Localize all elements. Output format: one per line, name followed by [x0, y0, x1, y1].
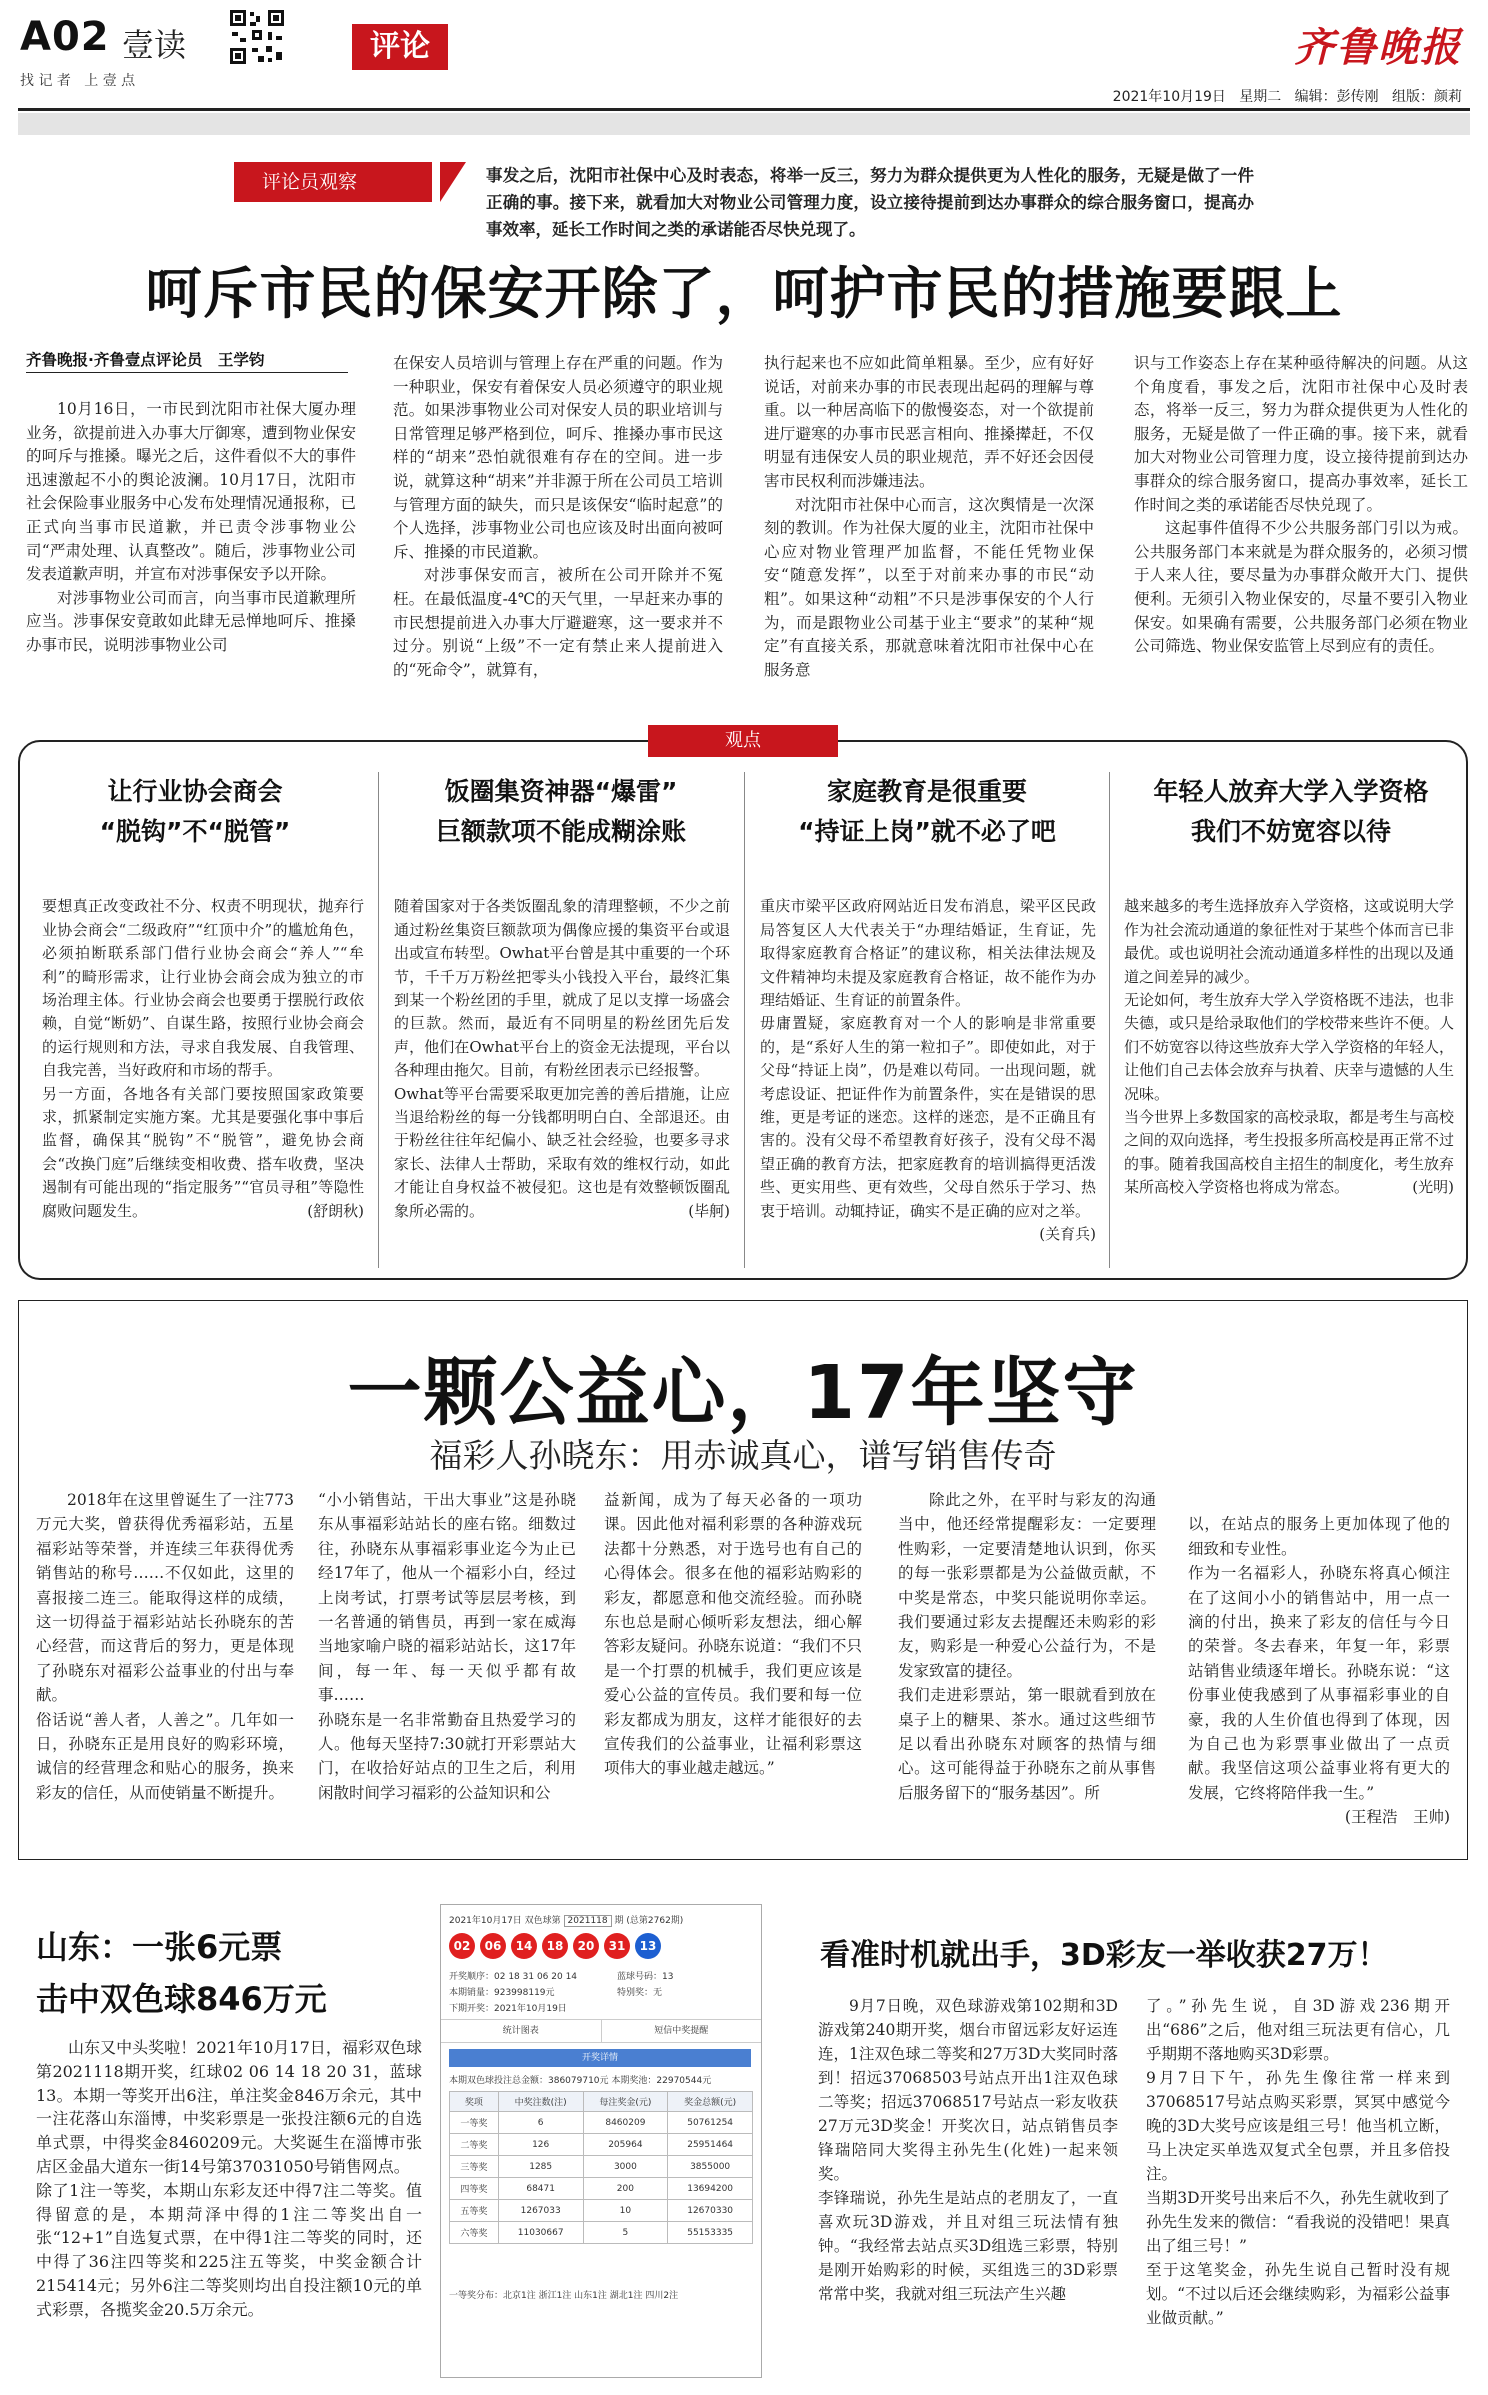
draw-next: 下期开奖：2021年10月19日 [449, 2004, 567, 2014]
draw-date-label: 2021年10月17日 双色球第 [449, 1916, 561, 1926]
prize-table-cell: 55153335 [668, 2222, 753, 2244]
prize-table-cell: 68471 [498, 2178, 583, 2200]
prize-table-row [450, 2200, 753, 2222]
prize-table-cell: 11030667 [498, 2222, 583, 2244]
prize-table-header: 奖项 [450, 2092, 499, 2112]
viewpoint-text: 要想真正改变政社不分、权责不明现状，抛弃行业协会商会“二级政府”“红顶中介”的尴尬角色，必须拍断联系部门借行业协会商会“养人”“牟利”的畸形需求，让行业协会商会成为独立的市场治理主体。行业协会商会也要勇于摆脱行政依赖，自觉“断奶”、自谋生路，按照行业协会商会的运行规则和方法，寻求自我发展、自我管理、自我完善，当好政府和市场的帮手。 另一方面，各地各有关部门要按照国家政策要求，抓紧制定实施方案。尤其是要强化事中事后监督，确保其“脱钩”不“脱管”，避免协会商会“改换门庭”后继续变相收费、搭车收费，坚决遏制有可能出现的“指定服务”“官员寻租”等隐性腐败问题发生。 [42, 897, 364, 1220]
draw-result-card [440, 1904, 762, 2378]
prize-table-cell: 二等奖 [450, 2134, 499, 2156]
viewpoint-author: (舒朗秋) [307, 1201, 364, 1220]
column-tag: 评论 [370, 29, 430, 64]
commentary-column-2 [393, 352, 723, 708]
viewpoint-title-line: 巨额款项不能成糊涂账 [435, 817, 686, 846]
viewpoint-author: (关育兵) [1039, 1225, 1096, 1244]
viewpoint-separator [378, 772, 379, 1268]
viewpoint-author: (光明) [1412, 1178, 1454, 1197]
prize-table-cell: 50761254 [668, 2112, 753, 2134]
draw-blue-label: 蓝球号码：13 [617, 1972, 674, 1982]
red-ball: 31 [604, 1933, 630, 1959]
viewpoint-title-line: 我们不妨宽容以待 [1190, 817, 1391, 846]
draw-balls-row [449, 1933, 661, 1959]
commentary-byline: 齐鲁晚报·齐鲁壹点评论员 王学钧 [26, 351, 265, 369]
draw-issue-line [449, 1913, 683, 1926]
prize-table-cell: 205964 [583, 2134, 668, 2156]
commentary-paragraph: 这起事件值得不少公共服务部门引以为戒。公共服务部门本来就是为群众服务的，必须习惯于人来人往，要尽量为办事群众敞开大门、提供便利。无须引入物业保安的，尽量不要引入物业保安。如果确有需要，公共服务部门必须在物业公司筛选、物业保安监管上尽到应有的责任。 [1134, 519, 1468, 656]
prize-table-cell: 8460209 [583, 2112, 668, 2134]
viewpoint-title-line: 让行业协会商会 [107, 777, 283, 806]
feature-column-5 [1188, 1488, 1450, 1848]
section-name: 壹读 [122, 26, 187, 64]
viewpoint-text: 越来越多的考生选择放弃入学资格，这或说明大学作为社会流动通道的象征性对于某些个体而言已非最优。或也说明社会流动通道多样性的出现以及通道之间差异的减少。 无论如何，考生放弃大学入学资格既不违法，也非失德，或只是给录取他们的学校带来些许不便。人们不妨宽容以待这些放弃大学入学资格的年轻人，让他们自己去体会放弃与执着、庆幸与遗憾的人生况味。 当今世界上多数国家的高校录取，都是考生与高校之间的双向选择，考生投报多所高校是再正常不过的事。随着我国高校自主招生的制度化，考生放弃某所高校入学资格也将成为常态。 [1124, 897, 1454, 1197]
prize-table-cell: 1285 [498, 2156, 583, 2178]
paper-logo: 齐鲁晚报 [1294, 24, 1462, 71]
prize-table-cell: 一等奖 [450, 2112, 499, 2134]
lottery-feature-headline: 一颗公益心，17年坚守 [347, 1350, 1139, 1436]
prize-table-cell: 12670330 [668, 2200, 753, 2222]
commentary-paragraph: 对涉事保安而言，被所在公司开除并不冤枉。在最低温度-4℃的天气里，一早赶来办事的市民想提前进入办事大厅避避寒，这一要求并不过分。别说“上级”不一定有禁止来人提前进入的“死命令”，就算有， [393, 566, 723, 679]
commentary-column-4 [1134, 352, 1468, 708]
open-details-button[interactable]: 开奖详情 [449, 2049, 751, 2067]
draw-order: 开奖顺序：02 18 31 06 20 14 [449, 1972, 578, 1982]
draw-pool: 本期双色球投注总金额：386079710元 本期奖池：22970544元 [449, 2076, 712, 2086]
red-ball: 06 [480, 1933, 506, 1959]
red-ball: 18 [542, 1933, 568, 1959]
issue-date: 2021年10月19日 [1112, 89, 1226, 105]
issue-weekday: 星期二 [1239, 89, 1282, 105]
prize-table [449, 2091, 753, 2244]
commentary-headline: 呵斥市民的保安开除了，呵护市民的措施要跟上 [145, 262, 1343, 327]
commentary-paragraph: 在保安人员培训与管理上存在严重的问题。作为一种职业，保安有着保安人员必须遵守的职业规范。如果涉事物业公司对保安人员的职业培训与日常管理足够严格到位，呵斥、推搡办事市民这样的“胡来”恐怕就很难有存在的空间。进一步说，就算这种“胡来”并非源于所在公司员工培训与管理方面的缺失，而只是该保安“临时起意”的个人选择，涉事物业公司也应该及时出面向被呵斥、推搡的市民道歉。 [393, 354, 723, 561]
page-number: A02 [20, 14, 110, 60]
fucai3d-headline: 看准时机就出手，3D彩友一举收获27万！ [820, 1938, 1388, 1973]
prize-table-row [450, 2134, 753, 2156]
prize-table-cell: 1267033 [498, 2200, 583, 2222]
viewpoint-separator [1109, 772, 1110, 1268]
prize-table-cell: 10 [583, 2200, 668, 2222]
prize-table-cell: 四等奖 [450, 2178, 499, 2200]
shandong-body: 山东又中头奖啦！2021年10月17日，福彩双色球第2021118期开奖，红球02 06 14 18 20 31，蓝球13。本期一等奖开出6注，单注奖金846万余元，其中一注花落山东淄博，中奖彩票是一张投注额6元的自选单式票，中得奖金8460209元。大奖诞生在淄博市张店区金晶大道东一街14号第37031050号销售网点。 除了1注一等奖，本期山东彩友还中得7注二等奖。值得留意的是，本期菏泽中得的1注二等奖出自一张“12+1”自选复式票，在中得1注二等奖的同时，还中得了36注四等奖和225注五等奖，中奖金额合计215414元；另外6注二等奖则均出自投注额10元的单式彩票，各揽奖金20.5万余元。 [36, 2038, 422, 2319]
viewpoint-title [1126, 772, 1456, 852]
prize-table-cell: 五等奖 [450, 2200, 499, 2222]
draw-sales: 本期销量：923998119元 [449, 1988, 555, 1998]
prize-table-cell: 126 [498, 2134, 583, 2156]
tab-stats[interactable]: 统计图表 [441, 2020, 602, 2042]
viewpoint-title [396, 772, 726, 852]
draw-issue-select[interactable]: 2021118 [564, 1915, 612, 1927]
viewpoint-text: 重庆市梁平区政府网站近日发布消息，梁平区民政局答复区人大代表关于“办理结婚证，生育证，先取得家庭教育合格证”的建议称，相关法律法规及文件精神均未提及家庭教育合格证，故不能作为办理结婚证、生育证的前置条件。 毋庸置疑，家庭教育对一个人的影响是非常重要的，是“系好人生的第一粒扣子”。即使如此，对于父母“持证上岗”，仍是难以苟同。一出现问题，就考虑设证、把证件作为前置条件，实在是错误的思维，更是考证的迷恋。这样的迷恋，是不正确且有害的。没有父母不希望教育好孩子，没有父母不渴望正确的教育方法，把家庭教育的培训搞得更活泼些、更实用些、更有效些，父母自然乐于学习、热衷于培训。动辄持证，确实不是正确的应对之举。 [760, 897, 1096, 1220]
feature-column-2: “小小销售站，干出大事业”这是孙晓东从事福彩站站长的座右铭。细数过往，孙晓东从事福彩事业迄今为止已经17年了，他从一个福彩小白，经过上岗考试，打票考试等层层考核，到一名普通的销售员，再到一家在威海当地家喻户晓的福彩站站长，这17年间，每一年、每一天似乎都有故事…… 孙晓东是一名非常勤奋且热爱学习的人。他每天坚持7:30就打开彩票站大门，在收拾好站点的卫生之后，利用闲散时间学习福彩的公益知识和公 [318, 1491, 576, 1802]
viewpoint-title [30, 772, 360, 852]
viewpoint-body [1124, 872, 1454, 1264]
prize-table-cell: 6 [498, 2112, 583, 2134]
shandong-headline-1: 山东：一张6元票 [36, 1928, 283, 1966]
red-ball: 02 [449, 1933, 475, 1959]
prize-table-row [450, 2178, 753, 2200]
prize-table-cell: 3000 [583, 2156, 668, 2178]
draw-tabs [441, 2019, 761, 2043]
viewpoint-title-line: “脱钩”不“脱管” [99, 817, 291, 846]
viewpoints-tag: 观点 [725, 730, 761, 751]
prize-table-cell: 5 [583, 2222, 668, 2244]
qr-code-icon [228, 8, 286, 66]
viewpoint-title [762, 772, 1092, 852]
feature-author: (王程浩 王帅) [1344, 1808, 1450, 1827]
blue-ball: 13 [635, 1933, 661, 1959]
draw-special: 特别奖：无 [617, 1988, 663, 1998]
commentary-paragraph: 对涉事物业公司而言，向当事市民道歉理所应当。涉事保安竟敢如此肆无忌惮地呵斥、推搡办事市民，说明涉事物业公司 [26, 588, 356, 654]
lottery-feature-subhead: 福彩人孙晓东：用赤诚真心，谱写销售传奇 [429, 1436, 1057, 1475]
feature-column-1: 2018年在这里曾诞生了一注773万元大奖，曾获得优秀福彩站，五星福彩站等荣誉，并连续三年获得优秀销售站的称号……不仅如此，这里的喜报接二连三。能取得这样的成绩，这一切得益于福彩站站长孙晓东的苦心经营，而这背后的努力，更是体现了孙晓东对福彩公益事业的付出与奉献。 俗话说“善人者，人善之”。几年如一日，孙晓东正是用良好的购彩环境，诚信的经营理念和贴心的服务，换来彩友的信任，从而使销量不断提升。 [36, 1491, 294, 1802]
prize-table-row [450, 2112, 753, 2134]
shandong-headline-2: 击中双色球846万元 [36, 1980, 327, 2018]
issue-info [1113, 86, 1462, 106]
commentary-paragraph: 执行起来也不应如此简单粗暴。至少，应有好好说话，对前来办事的市民表现出起码的理解与尊重。以一种居高临下的傲慢姿态，对一个欲提前进厅避寒的办事市民恶言相向、推搡撵赶，不仅明显有违保安人员的职业规范，弄不好还会因侵害市民权利而涉嫌违法。 [764, 354, 1094, 490]
commentary-column-3 [764, 352, 1094, 708]
masthead-shade-band [18, 113, 1470, 135]
feature-column-4: 除此之外，在平时与彩友的沟通当中，他还经常提醒彩友：一定要理性购彩，一定要清楚地认识到，你买的每一张彩票都是为公益做贡献，不中奖是常态，中奖只能说明你幸运。我们要通过彩友去提醒还未购彩的彩友，购彩是一种爱心公益行为，不是发家致富的捷径。 我们走进彩票站，第一眼就看到放在桌子上的糖果、茶水。通过这些细节足以看出孙晓东对顾客的热情与细心。这可能得益于孙晓东之前从事售后服务留下的“服务基因”。所 [898, 1491, 1156, 1802]
feature-text: 以，在站点的服务上更加体现了他的细致和专业性。 作为一名福彩人，孙晓东将真心倾注在了这间小小的销售站中，用一点一滴的付出，换来了彩友的信任与今日的荣誉。冬去春来，年复一年，彩票站销售业绩逐年增长。孙晓东说：“这份事业使我感到了从事福彩事业的自豪，我的人生价值也得到了体现，因为自己也为彩票事业做出了一点贡献。我坚信这项公益事业将有更大的发展，它终将陪伴我一生。” [1188, 1515, 1450, 1802]
commentary-paragraph: 10月16日，一市民到沈阳市社保大厦办理业务，欲提前进入办事大厅御寒，遭到物业保安的呵斥与推搡。曝光之后，这件看似不大的事件迅速激起不小的舆论波澜。10月17日，沈阳市社会保险事业服务中心发布处理情况通报称，已正式向当事市民道歉，并已责令涉事物业公司“严肃处理、认真整改”。随后，涉事物业公司发表道歉声明，并宣布对涉事保安予以开除。 [26, 400, 356, 584]
viewpoint-author: (毕舸) [688, 1201, 730, 1220]
masthead-slogan: 找 记 者 上 壹 点 [20, 73, 136, 89]
byline-underline [26, 372, 348, 373]
commentary-tag-tail [440, 162, 466, 202]
prize-table-header: 奖金总额(元) [668, 2092, 753, 2112]
fucai3d-column-1: 9月7日晚，双色球游戏第102期和3D游戏第240期开奖，烟台市留远彩友好运连连，1注双色球二等奖和27万3D大奖同时落到！招远37068503号站点开出1注双色球二等奖；招远37068517号站点一彩友收获27万元3D奖金！开奖次日，站点销售员李锋瑞陪同大奖得主孙先生(化姓)一起来领奖。 李锋瑞说，孙先生是站点的老朋友了，一直喜欢玩3D游戏，并且对组三玩法情有独钟。“我经常去站点买3D组选三彩票，特别是刚开始购彩的时候，买组选三的3D彩票常常中奖，我就对组三玩法产生兴趣 [818, 1997, 1118, 2303]
masthead-divider [18, 108, 1470, 111]
prize-table-row [450, 2222, 753, 2244]
prize-table-header: 每注奖金(元) [583, 2092, 668, 2112]
red-ball: 14 [511, 1933, 537, 1959]
issue-designer: 组版：颜莉 [1392, 89, 1462, 105]
commentary-column-1 [26, 398, 356, 708]
viewpoint-separator [744, 772, 745, 1268]
prize-table-cell: 3855000 [668, 2156, 753, 2178]
commentary-paragraph: 对沈阳市社保中心而言，这次舆情是一次深刻的教训。作为社保大厦的业主，沈阳市社保中心应对物业管理严加监督，不能任凭物业保安“随意发挥”，以至于对前来办事的市民“动粗”。如果这种“动粗”不只是涉事保安的个人行为，而是跟物业公司基于业主“要求”的某种“规定”有直接关系，那就意味着沈阳市社保中心在服务意 [764, 495, 1094, 679]
viewpoint-title-line: “持证上岗”就不必了吧 [798, 817, 1056, 846]
draw-footnote: 一等奖分布：北京1注 浙江1注 山东1注 湖北1注 四川2注 [449, 2291, 679, 2301]
prize-table-cell: 25951464 [668, 2134, 753, 2156]
prize-table-cell: 三等奖 [450, 2156, 499, 2178]
feature-column-3: 益新闻，成为了每天必备的一项功课。因此他对福利彩票的各种游戏玩法都十分熟悉，对于选号也有自己的心得体会。很多在他的福彩站购彩的彩友，都愿意和他交流经验。而孙晓东也总是耐心倾听彩友想法，细心解答彩友疑问。孙晓东说道：“我们不只是一个打票的机械手，我们更应该是爱心公益的宣传员。我们要和每一位彩友都成为朋友，这样才能很好的去宣传我们的公益事业，让福利彩票这项伟大的事业越走越远。” [604, 1491, 862, 1778]
fucai3d-column-2: 了。”孙先生说，自3D游戏236期开出“686”之后，他对组三玩法更有信心，几乎期期不落地购买3D彩票。 9月7日下午，孙先生像往常一样来到37068517号站点购买彩票，冥冥中感觉今晚的3D大奖号应该是组三号！他当机立断，马上决定买单选双复式全包票，并且多倍投注。 当期3D开奖号出来后不久，孙先生就收到了孙先生发来的微信：“看我说的没错吧！果真出了组三号！” 至于这笔奖金，孙先生说自己暂时没有规划。“不过以后还会继续购彩，为福彩公益事业做贡献。” [1146, 1997, 1450, 2327]
tab-notify[interactable]: 短信中奖提醒 [654, 2026, 709, 2036]
prize-table-row [450, 2156, 753, 2178]
prize-table-header: 中奖注数(注) [498, 2092, 583, 2112]
viewpoint-title-line: 年轻人放弃大学入学资格 [1153, 777, 1429, 806]
viewpoint-body [394, 872, 730, 1264]
viewpoint-body [42, 872, 364, 1264]
viewpoint-title-line: 饭圈集资神器“爆雷” [444, 777, 678, 806]
prize-table-cell: 13694200 [668, 2178, 753, 2200]
draw-issue-suffix: 期 (总第2762期) [614, 1916, 684, 1926]
commentary-tag: 评论员观察 [262, 171, 358, 193]
red-ball: 20 [573, 1933, 599, 1959]
commentary-lead: 事发之后，沈阳市社保中心及时表态，将举一反三，努力为群众提供更为人性化的服务，无疑是做了一件正确的事。接下来，就看加大对物业公司管理力度，设立接待提前到达办事群众的综合服务窗口，提高办事效率，延长工作时间之类的承诺能否尽快兑现了。 [486, 166, 1254, 239]
prize-table-cell: 六等奖 [450, 2222, 499, 2244]
prize-table-cell: 200 [583, 2178, 668, 2200]
issue-editor: 编辑：彭传刚 [1294, 89, 1379, 105]
viewpoint-text: 随着国家对于各类饭圈乱象的清理整顿，不少之前通过粉丝集资巨额款项为偶像应援的集资平台或退出或宣布转型。Owhat平台曾是其中重要的一个环节，千千万万粉丝把零头小钱投入平台，最终汇集到某一个粉丝团的手里，就成了足以支撑一场盛会的巨款。然而，最近有不同明星的粉丝团先后发声，他们在Owhat平台上的资金无法提现，平台以各种理由拖欠。目前，有粉丝团表示已经报警。 Owhat等平台需要采取更加完善的善后措施，让应当退给粉丝的每一分钱都明明白白、全部退还。由于粉丝往往年纪偏小、缺乏社会经验，也要多寻求家长、法律人士帮助，采取有效的维权行动，如此才能让自身权益不被侵犯。这也是有效整顿饭圈乱象所必需的。 [394, 897, 730, 1220]
viewpoint-body [760, 872, 1096, 1264]
commentary-paragraph: 识与工作姿态上存在某种亟待解决的问题。从这个角度看，事发之后，沈阳市社保中心及时表态，将举一反三，努力为群众提供更为人性化的服务，无疑是做了一件正确的事。接下来，就看加大对物业公司管理力度，设立接待提前到达办事群众的综合服务窗口，提高办事效率，延长工作时间之类的承诺能否尽快兑现了。 [1134, 354, 1468, 514]
viewpoint-title-line: 家庭教育是很重要 [826, 777, 1027, 806]
